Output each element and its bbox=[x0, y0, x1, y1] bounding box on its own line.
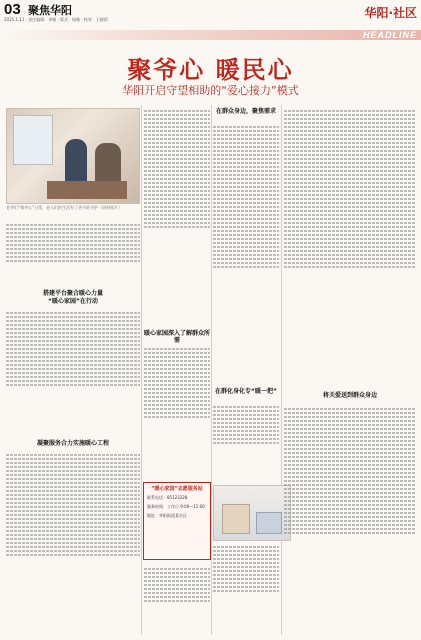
info-box-phone: 联系电话：85123228 bbox=[147, 495, 188, 500]
body-text-column-1b bbox=[6, 310, 140, 440]
subhead: 搭建平台聚合暖心力量 bbox=[42, 290, 103, 297]
subhead: 凝聚服务合力实施暖心工程 bbox=[36, 440, 109, 447]
body-text-column-1a bbox=[6, 222, 140, 288]
photo-caption: 老爷们“聚爷心”日常，老人们的生活有了更多的守护（资料图片） bbox=[6, 205, 123, 210]
subhead: 在群化身化专“暖一把” bbox=[215, 388, 277, 395]
body-text-column-3c bbox=[213, 544, 279, 634]
article-photo bbox=[6, 108, 140, 204]
page-number: 03 bbox=[4, 1, 21, 18]
body-text-column-4a bbox=[284, 108, 416, 388]
masthead bbox=[0, 0, 421, 26]
column-divider bbox=[281, 105, 282, 635]
info-box-title: “暖心家园”志愿服务站 bbox=[151, 486, 203, 492]
info-box bbox=[143, 482, 211, 560]
sub-title: 华阳开启守望相助的“爱心接力”模式 bbox=[122, 84, 299, 97]
body-text-column-3a bbox=[213, 124, 279, 384]
main-title: 聚爷心 暖民心 bbox=[127, 55, 294, 84]
headline-strip bbox=[0, 30, 421, 40]
info-box-address: 地址：华阳街道某社区 bbox=[147, 513, 187, 518]
column-divider bbox=[141, 105, 142, 635]
body-text-column-3b bbox=[213, 404, 279, 482]
body-text-column-2c bbox=[144, 566, 210, 634]
info-box-hours: 服务时间：工作日 9:00—11:00 bbox=[147, 504, 205, 509]
body-text-column-1c bbox=[6, 452, 140, 634]
subhead: 将关爱送到群众身边 bbox=[322, 392, 377, 399]
photo-window bbox=[13, 115, 53, 165]
section-title: 聚焦华阳 bbox=[28, 4, 72, 17]
article-photo-2 bbox=[213, 485, 291, 541]
body-text-column-2a bbox=[144, 108, 210, 318]
photo-supply-box bbox=[222, 504, 250, 534]
column-divider bbox=[211, 105, 212, 635]
photo-supply-box bbox=[256, 512, 282, 534]
body-text-column-4b bbox=[284, 406, 416, 634]
photo-table bbox=[47, 181, 127, 199]
headline-label: HEADLINE bbox=[362, 30, 417, 40]
body-text-column-2b bbox=[144, 346, 210, 476]
subhead: 在群众身边，聚焦需求 bbox=[215, 108, 276, 115]
brand-logo: 华阳·社区 bbox=[364, 6, 417, 20]
subhead: “暖心家园”在行动 bbox=[48, 298, 98, 305]
issue-line: 2025.1.11 · 责任编辑：李娜 · 版式：杨顺 · 校对：王晓莉 bbox=[4, 17, 108, 22]
subhead: 暖心家园深入了解群众所需 bbox=[144, 330, 211, 344]
